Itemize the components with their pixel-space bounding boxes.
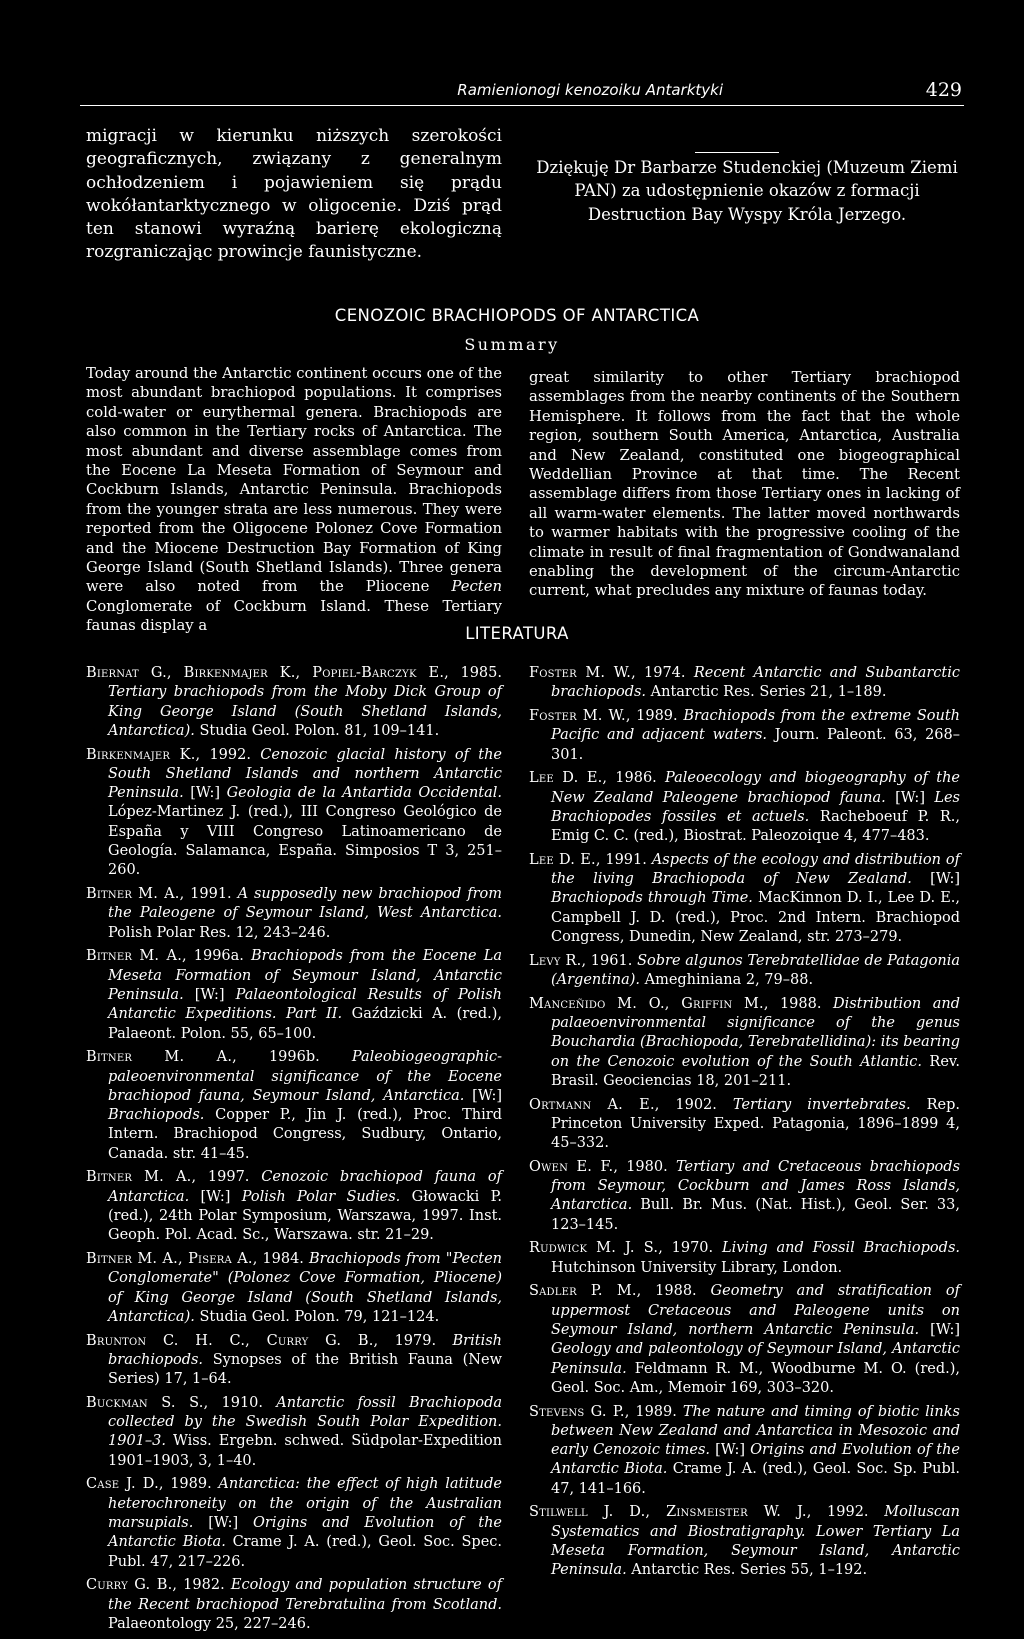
reference-entry xyxy=(86,1250,502,1327)
reference-authors: Case J. D. xyxy=(86,1476,159,1493)
reference-details: [W:] xyxy=(919,1322,961,1339)
reference-title: British brachiopods. xyxy=(108,1332,502,1368)
reference-year: , 1989. xyxy=(625,707,684,724)
reference-details: [W:] xyxy=(710,1442,751,1459)
references-left-column xyxy=(86,664,502,1639)
reference-title: Geometry and stratification of uppermost Cretaceous and Paleogene units on Seymour Island, northern Antarctic Peninsula. xyxy=(551,1283,960,1339)
reference-authors: Lee D. E. xyxy=(529,851,596,868)
reference-title: Aspects of the ecology and distribution of the living Brachiopoda of New Zealand. xyxy=(551,851,960,888)
reference-title: Brachiopods from the extreme South Pacific and adjacent waters. xyxy=(551,707,960,744)
reference-source-title: Geologia de la Antartida Occidental. xyxy=(226,785,502,802)
reference-authors: Foster M. W. xyxy=(529,707,626,724)
reference-year: , 1902. xyxy=(654,1096,733,1113)
reference-entry xyxy=(529,664,960,703)
reference-entry xyxy=(86,1576,502,1634)
reference-details: Antarctic Res. Series 55, 1–192. xyxy=(626,1562,868,1579)
reference-source-details: Crame J. A. (red.), Geol. Soc. Sp. Publ. 47, 141–166. xyxy=(551,1461,960,1497)
reference-year: , 1992. xyxy=(195,746,261,763)
reference-details: Studia Geol. Polon. 79, 121–124. xyxy=(194,1308,440,1325)
reference-title: Brachiopods from "Pecten Conglomerate" (Polonez Cove Formation, Pliocene) of King George Island (South Shetland Islands, Antarctica). xyxy=(108,1250,503,1325)
reference-entry xyxy=(86,1048,502,1164)
reference-year: , 1961. xyxy=(581,952,638,969)
reference-title: Tertiary brachiopods from the Moby Dick Group of King George Island (South Shetland Islands, Antarctica). xyxy=(108,684,502,739)
summary-heading: Summary xyxy=(464,335,560,354)
reference-details: Rep. Princeton University Exped. Patagonia, 1896–1899 4, 45–332. xyxy=(551,1096,961,1152)
reference-details: Antarctic Res. Series 21, 1–189. xyxy=(646,684,887,701)
summary-left-text-1: Today around the Antarctic continent occurs one of the most abundant brachiopod populations. It comprises cold-water or eurythermal genera. Brachiopods are also common in the Tertiary rocks of Antarctica. The most abundant and diverse assemblage comes from the Eocene La Meseta Formation of Seymour and Cockburn Islands, Antarctic Peninsula. Brachiopods from the younger strata are less numerous. They were reported from the Oligocene Polonez Cove Formation and the Miocene Destruction Bay Formation of King George Island (South Shetland Islands). Three genera were also noted from the Pliocene xyxy=(86,365,502,596)
reference-entry xyxy=(86,664,502,741)
reference-authors: Owen E. F. xyxy=(529,1158,614,1175)
reference-source-title: Brachiopods. xyxy=(108,1107,205,1124)
running-title: Ramienionogi kenozoiku Antarktyki xyxy=(457,81,723,99)
reference-details: Bull. Br. Mus. (Nat. Hist.), Geol. Ser. 33, 123–145. xyxy=(551,1197,960,1233)
intro-paragraph: migracji w kierunku niższych szerokości geograficznych, związany z generalnym ochłodzeniem i pojawieniem się prądu wokółantarktycznego w oligocenie. Dziś prąd ten stanowi wyraźną barierę ekologiczną rozgraniczając prowincje faunistyczne. xyxy=(86,126,502,263)
reference-authors: Stevens G. P. xyxy=(529,1403,625,1420)
reference-title: Sobre algunos Terebratellidae de Patagonia (Argentina). xyxy=(551,952,960,989)
reference-authors: Bitner M. A. xyxy=(86,886,180,903)
reference-year: , 1970. xyxy=(658,1240,722,1257)
reference-details: Journ. Paleont. 63, 268–301. xyxy=(551,727,960,763)
reference-year: , 1982. xyxy=(172,1577,231,1594)
reference-year: , 1992. xyxy=(806,1504,885,1521)
reference-entry xyxy=(529,995,960,1091)
summary-left-text-2: Conglomerate of Cockburn Island. These Tertiary faunas display a xyxy=(86,597,502,635)
reference-source-details: Gaździcki A. (red.), Palaeont. Polon. 55, 65–100. xyxy=(108,1006,502,1042)
reference-entry xyxy=(529,1503,960,1580)
running-header xyxy=(80,79,964,106)
reference-source-details: Crame J. A. (red.), Geol. Soc. Spec. Publ. 47, 217–226. xyxy=(108,1534,503,1570)
reference-details: [W:] xyxy=(183,986,236,1003)
reference-title: Recent Antarctic and Subantarctic brachiopods. xyxy=(551,665,960,701)
reference-year: , 1991. xyxy=(595,851,652,868)
summary-left-italic: Pecten xyxy=(451,578,502,596)
reference-details: Polish Polar Res. 12, 243–246. xyxy=(108,924,331,941)
reference-year: , 1997. xyxy=(191,1169,262,1186)
reference-entry xyxy=(529,1158,960,1235)
reference-authors: Brunton C. H. C., Curry G. B. xyxy=(86,1332,374,1349)
reference-details: Rev. Brasil. Geociencias 18, 201–211. xyxy=(551,1053,960,1089)
reference-source-title: Origins and Evolution of the Antarctic Biota. xyxy=(108,1514,503,1551)
reference-source-details: López-Martinez J. (red.), III Congreso Geológico de España y VIII Congreso Latinoamericano de Geología. Salamanca, España. Simposios T 3, 251–260. xyxy=(108,804,502,879)
reference-entry xyxy=(529,952,960,991)
reference-year: , 1989. xyxy=(158,1476,219,1493)
reference-source-title: Palaeontological Results of Polish Antarctic Expeditions. Part II. xyxy=(108,986,502,1023)
reference-entry xyxy=(529,1239,960,1278)
reference-title: Cenozoic glacial history of the South Shetland Islands and northern Antarctic Peninsula. xyxy=(108,746,502,802)
summary-right-column: great similarity to other Tertiary brachiopod assemblages from the nearby continents of the Southern Hemisphere. It follows from the fact that the whole region, southern South America, Antarctica, Australia and New Zealand, constituted one biogeographical Weddellian Province at that time. The Recent assemblage differs from those Tertiary ones in lacking of all warm-water elements. The latter moved northwards to warmer habitats with the progressive cooling of the climate in result of final fragmentation of Gondwanaland enabling the development of the circum-Antarctic current, what precludes any mixture of faunas today. xyxy=(529,369,960,600)
reference-authors: Rudwick M. J. S. xyxy=(529,1240,659,1257)
reference-source-title: Brachiopods through Time. xyxy=(551,890,753,907)
reference-authors: Lee D. E. xyxy=(529,770,603,787)
reference-authors: Foster M. W. xyxy=(529,665,632,681)
reference-title: Tertiary invertebrates. xyxy=(732,1096,911,1113)
reference-title: Living and Fossil Brachiopods. xyxy=(721,1240,960,1257)
reference-title: Paleoecology and biogeography of the New Zealand Paleogene brachiopod fauna. xyxy=(551,770,960,806)
acknowledgement-rule xyxy=(695,152,779,153)
reference-source-title: Les Brachiopodes fossiles et actuels. xyxy=(551,789,960,825)
reference-authors: Buckman S. S. xyxy=(86,1394,204,1411)
references-right-column xyxy=(529,664,960,1585)
reference-year: , 1979. xyxy=(373,1332,453,1349)
reference-entry xyxy=(86,885,502,943)
reference-title: Distribution and palaeoenvironmental significance of the genus Bouchardia (Brachiopoda, Terebratellidina): its bearing on the Cenozoic evolution of the South Atlantic. xyxy=(551,995,960,1070)
reference-authors: Ortmann A. E. xyxy=(529,1096,655,1113)
reference-year: , 1910. xyxy=(203,1394,277,1411)
reference-source-details: Feldmann R. M., Woodburne M. O. (red.), Geol. Soc. Am., Memoir 169, 303–320. xyxy=(551,1360,960,1396)
reference-details: Studia Geol. Polon. 81, 109–141. xyxy=(194,722,440,739)
reference-source-details: Copper P., Jin J. (red.), Proc. Third Intern. Brachiopod Congress, Sudbury, Ontario, Canada. str. 41–45. xyxy=(108,1107,502,1162)
reference-authors: Stilwell J. D., Zinsmeister W. J. xyxy=(529,1504,807,1521)
reference-details: [W:] xyxy=(193,1514,254,1531)
reference-entry xyxy=(86,1394,502,1471)
reference-entry xyxy=(529,1403,960,1499)
reference-authors: Birkenmajer K. xyxy=(86,746,196,763)
reference-title: Ecology and population structure of the Recent brachiopod Terebratulina from Scotland. xyxy=(108,1577,502,1613)
acknowledgement-text: Dziękuję Dr Barbarze Studenckiej (Muzeum Ziemi PAN) za udostępnienie okazów z formacji Destruction Bay Wyspy Króla Jerzego. xyxy=(536,158,958,224)
reference-authors: Bitner M. A. xyxy=(86,1049,233,1066)
reference-entry xyxy=(529,851,960,947)
summary-title: CENOZOIC BRACHIOPODS OF ANTARCTICA xyxy=(334,306,700,325)
reference-authors: Curry G. B. xyxy=(86,1577,173,1594)
reference-year: , 1996a. xyxy=(182,948,252,965)
reference-source-title: Origins and Evolution of the Antarctic Biota. xyxy=(551,1442,961,1478)
reference-title: Molluscan Systematics and Biostratigraphy. Lower Tertiary La Meseta Formation, Seymour Island, Antarctic Peninsula. xyxy=(551,1504,960,1579)
reference-year: , 1989. xyxy=(624,1403,683,1420)
reference-title: Antarctica: the effect of high latitude heterochroneity on the origin of the Australian marsupials. xyxy=(108,1476,502,1531)
reference-year: , 1986. xyxy=(602,770,666,787)
reference-year: , 1988. xyxy=(763,995,833,1012)
reference-source-title: Geology and paleontology of Seymour Island, Antarctic Peninsula. xyxy=(551,1341,960,1377)
reference-details: Palaeontology 25, 227–246. xyxy=(108,1615,311,1632)
reference-details: Wiss. Ergebn. schwed. Südpolar-Expedition 1901–1903, 3, 1–40. xyxy=(108,1433,502,1469)
reference-details: [W:] xyxy=(885,789,935,806)
reference-title: A supposedly new brachiopod from the Paleogene of Seymour Island, West Antarctica. xyxy=(108,886,502,922)
reference-details: [W:] xyxy=(464,1087,503,1104)
reference-title: The nature and timing of biotic links between New Zealand and Antarctica in Mesozoic and early Cenozoic times. xyxy=(551,1403,961,1459)
reference-year: , 1988. xyxy=(636,1283,711,1300)
reference-year: , 1980. xyxy=(613,1158,676,1175)
reference-title: Tertiary and Cretaceous brachiopods from Seymour, Cockburn and James Ross Islands, Antarctica. xyxy=(551,1158,961,1214)
reference-details: Hutchinson University Library, London. xyxy=(551,1259,843,1276)
reference-title: Brachiopods from the Eocene La Meseta Formation of Seymour Island, Antarctic Peninsula. xyxy=(108,948,503,1003)
reference-authors: Bitner M. A., Pisera A. xyxy=(86,1250,253,1267)
reference-year: , 1974. xyxy=(631,665,694,681)
reference-entry xyxy=(529,1096,960,1154)
reference-entry xyxy=(86,1475,502,1571)
reference-year: , 1991. xyxy=(179,886,238,903)
reference-authors: Levy R. xyxy=(529,952,582,969)
reference-authors: Manceñido M. O., Griffin M. xyxy=(529,995,764,1012)
reference-entry xyxy=(86,1332,502,1390)
reference-details: Synopses of the British Fauna (New Series) 17, 1–64. xyxy=(108,1351,502,1388)
reference-source-details: MacKinnon D. I., Lee D. E., Campbell J. D. (red.), Proc. 2nd Intern. Brachiopod Congress, Dunedin, New Zealand, str. 273–279. xyxy=(551,890,960,946)
reference-title: Paleobiogeographic-paleoenvironmental significance of the Eocene brachiopod fauna, Seymour Island, Antarctica. xyxy=(108,1049,502,1104)
reference-authors: Bitner M. A. xyxy=(86,1169,192,1186)
reference-entry xyxy=(529,707,960,765)
reference-year: , 1984. xyxy=(252,1250,310,1267)
literatura-title: LITERATURA xyxy=(465,624,569,643)
reference-authors: Bitner M. A. xyxy=(86,948,183,965)
reference-authors: Biernat G., Birkenmajer K., Popiel-Barczyk E. xyxy=(86,665,445,681)
reference-year: , 1985. xyxy=(444,665,502,681)
reference-entry xyxy=(86,1168,502,1245)
reference-source-title: Polish Polar Sudies. xyxy=(241,1188,401,1205)
reference-title: Cenozoic brachiopod fauna of Antarctica. xyxy=(108,1169,502,1205)
summary-left-column xyxy=(86,364,502,636)
reference-entry xyxy=(86,746,502,881)
reference-source-details: Głowacki P. (red.), 24th Polar Symposium, Warszawa, 1997. Inst. Geoph. Pol. Acad. Sc., Warszawa. str. 21–29. xyxy=(108,1188,503,1244)
reference-details: [W:] xyxy=(189,1188,242,1205)
reference-year: , 1996b. xyxy=(232,1049,352,1066)
reference-entry xyxy=(86,947,502,1043)
reference-authors: Sadler P. M. xyxy=(529,1283,637,1300)
page-number: 429 xyxy=(925,79,962,101)
reference-entry xyxy=(529,769,960,846)
reference-title: Antarctic fossil Brachiopoda collected by the Swedish South Polar Expedition. 1901–3. xyxy=(108,1394,502,1450)
reference-details: [W:] xyxy=(183,785,227,802)
reference-source-details: Racheboeuf P. R., Emig C. C. (red.), Biostrat. Paleozoique 4, 477–483. xyxy=(551,808,960,845)
reference-details: [W:] xyxy=(911,871,961,888)
reference-details: Ameghiniana 2, 79–88. xyxy=(639,972,814,989)
reference-entry xyxy=(529,1282,960,1398)
